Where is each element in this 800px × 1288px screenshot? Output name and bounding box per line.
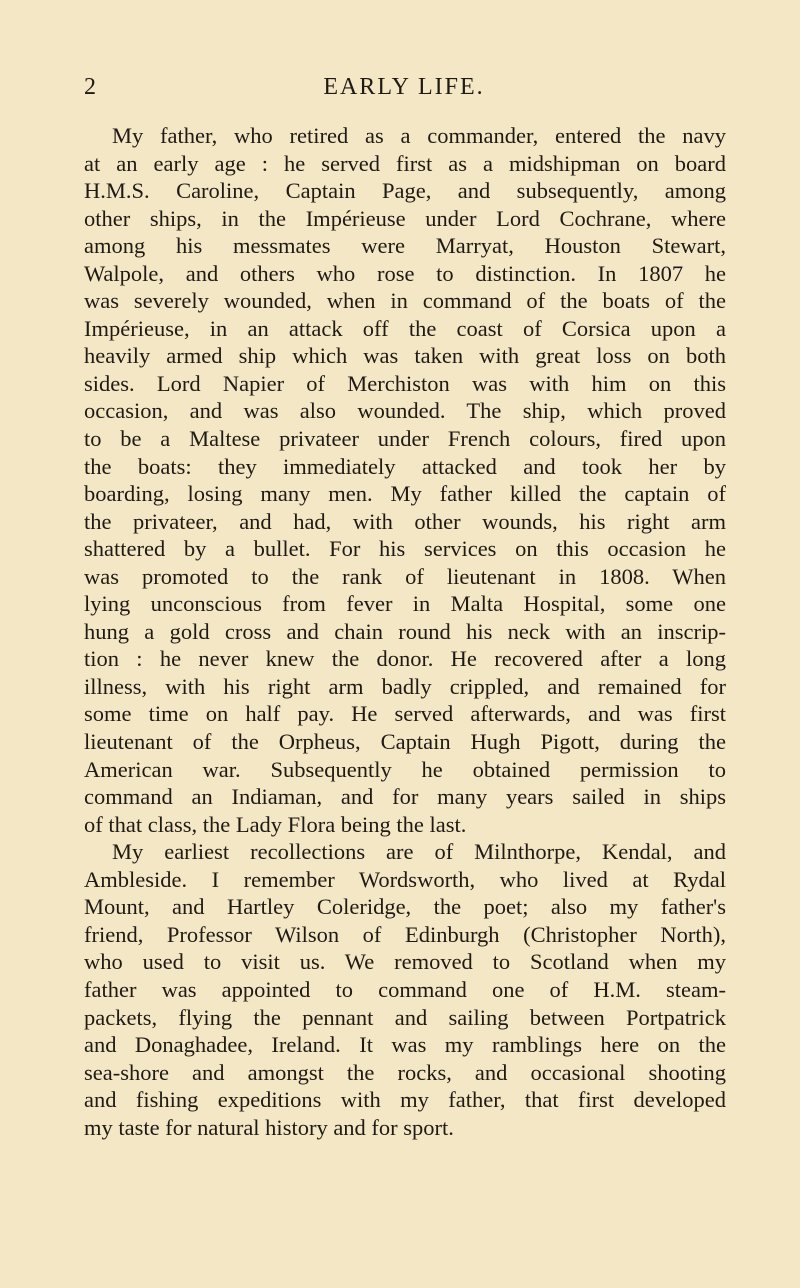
text-line: lying unconscious from fever in Malta Hospital, some one bbox=[84, 591, 726, 617]
page-number: 2 bbox=[84, 74, 97, 100]
text-line: sea-shore and amongst the rocks, and occasional shooting bbox=[84, 1059, 726, 1085]
text-line: my taste for natural history and for sport. bbox=[84, 1114, 454, 1140]
body-text bbox=[84, 122, 726, 1141]
paragraph bbox=[84, 838, 726, 1141]
text-line: Ambleside. I remember Wordsworth, who lived at Rydal bbox=[84, 866, 726, 892]
text-line: My earliest recollections are of Milnthorpe, Kendal, and bbox=[112, 839, 726, 865]
page-header bbox=[84, 74, 724, 114]
text-line: American war. Subsequently he obtained permission to bbox=[84, 756, 726, 782]
text-line: other ships, in the Impérieuse under Lord Cochrane, where bbox=[84, 205, 726, 231]
paragraph bbox=[84, 122, 726, 838]
text-line: lieutenant of the Orpheus, Captain Hugh Pigott, during the bbox=[84, 729, 726, 755]
text-line: boarding, losing many men. My father killed the captain of bbox=[84, 481, 726, 507]
text-line: Walpole, and others who rose to distinction. In 1807 he bbox=[84, 260, 726, 286]
text-line: Mount, and Hartley Coleridge, the poet; also my father's bbox=[84, 894, 726, 920]
text-line: packets, flying the pennant and sailing between Portpatrick bbox=[84, 1004, 726, 1030]
text-line: the privateer, and had, with other wounds, his right arm bbox=[84, 508, 726, 534]
text-line: the boats: they immediately attacked and took her by bbox=[84, 453, 726, 479]
text-line: to be a Maltese privateer under French colours, fired upon bbox=[84, 426, 726, 452]
text-line: among his messmates were Marryat, Houston Stewart, bbox=[84, 233, 726, 259]
text-line: hung a gold cross and chain round his neck with an inscrip- bbox=[84, 618, 726, 644]
text-line: My father, who retired as a commander, entered the navy bbox=[112, 123, 726, 148]
text-line: was promoted to the rank of lieutenant in 1808. When bbox=[84, 563, 726, 589]
text-line: Impérieuse, in an attack off the coast of Corsica upon a bbox=[84, 315, 726, 341]
text-line: command an Indiaman, and for many years sailed in ships bbox=[84, 784, 726, 810]
text-line: at an early age : he served first as a midshipman on board bbox=[84, 150, 726, 176]
text-line: heavily armed ship which was taken with great loss on both bbox=[84, 343, 726, 369]
text-line: occasion, and was also wounded. The ship, which proved bbox=[84, 398, 726, 424]
text-line: H.M.S. Caroline, Captain Page, and subsequently, among bbox=[84, 178, 726, 204]
text-line: father was appointed to command one of H.M. steam- bbox=[84, 976, 726, 1002]
text-line: shattered by a bullet. For his services on this occasion he bbox=[84, 536, 726, 562]
text-line: illness, with his right arm badly crippled, and remained for bbox=[84, 673, 726, 699]
text-line: was severely wounded, when in command of the boats of the bbox=[84, 288, 726, 314]
text-line: friend, Professor Wilson of Edinburgh (Christopher North), bbox=[84, 921, 726, 947]
text-line: and Donaghadee, Ireland. It was my ramblings here on the bbox=[84, 1032, 726, 1058]
text-line: some time on half pay. He served afterwards, and was first bbox=[84, 701, 726, 727]
text-line: who used to visit us. We removed to Scotland when my bbox=[84, 949, 726, 975]
text-line: sides. Lord Napier of Merchiston was with him on this bbox=[84, 370, 726, 396]
text-line: tion : he never knew the donor. He recovered after a long bbox=[84, 646, 726, 672]
text-line: and fishing expeditions with my father, that first developed bbox=[84, 1087, 726, 1113]
running-head: EARLY LIFE. bbox=[323, 74, 485, 100]
text-line: of that class, the Lady Flora being the last. bbox=[84, 811, 467, 837]
